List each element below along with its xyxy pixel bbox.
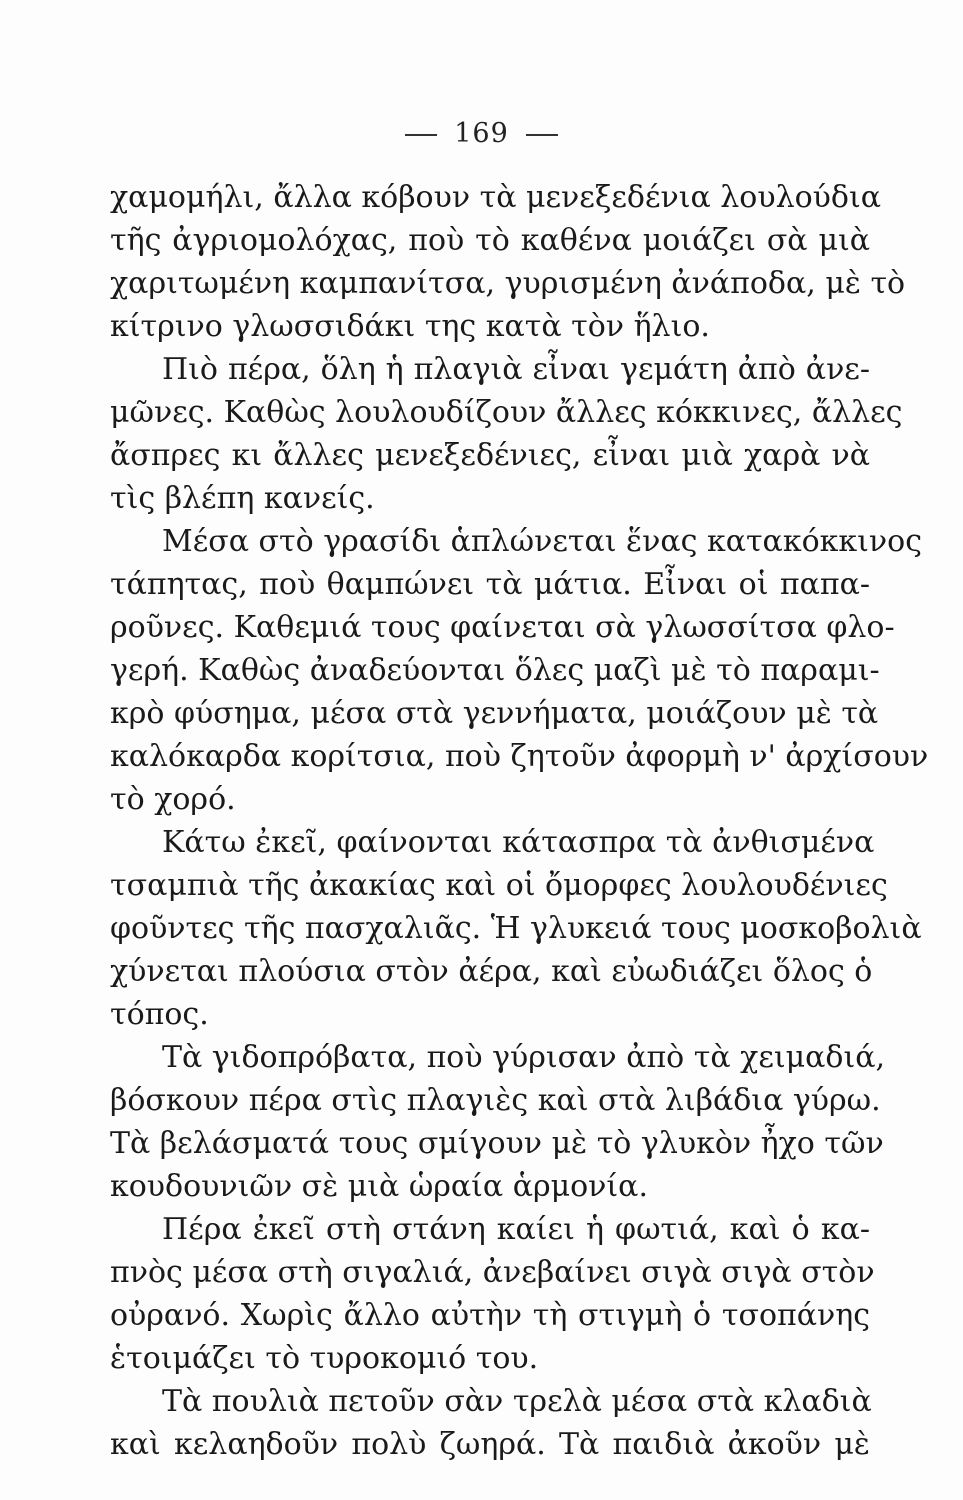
text-line: Μέσα στὸ γρασίδι ἁπλώνεται ἕνας κατακόκκινος <box>162 524 922 559</box>
text-line: κουδουνιῶν σὲ μιὰ ὡραία ἁρμονία. <box>110 1169 648 1204</box>
text-line: Κάτω ἐκεῖ, φαίνονται κάτασπρα τὰ ἀνθισμένα <box>162 825 875 860</box>
text-line: μῶνες. Καθὼς λουλουδίζουν ἄλλες κόκκινες, ἄλλες <box>110 395 903 430</box>
text-line: τὶς βλέπη κανείς. <box>110 481 375 516</box>
page-number-value: 169 <box>454 118 509 149</box>
text-line: Τὰ βελάσματά τους σμίγουν μὲ τὸ γλυκὸν ἦχο τῶν <box>110 1126 884 1161</box>
text-line: Πέρα ἐκεῖ στὴ στάνη καίει ἡ φωτιά, καὶ ὁ κα- <box>162 1212 870 1247</box>
text-line: τῆς ἀγριομολόχας, ποὺ τὸ καθένα μοιάζει σὰ μιὰ <box>110 223 870 258</box>
text-line: κρὸ φύσημα, μέσα στὰ γεννήματα, μοιάζουν μὲ τὰ <box>110 696 879 731</box>
text-line: καλόκαρδα κορίτσια, ποὺ ζητοῦν ἀφορμὴ ν' ἀρχίσουν <box>110 739 929 774</box>
text-line: φοῦντες τῆς πασχαλιᾶς. Ἡ γλυκειά τους μοσκοβολιὰ <box>110 911 922 946</box>
text-line: καὶ κελαηδοῦν πολὺ ζωηρά. Τὰ παιδιὰ ἀκοῦν μὲ <box>110 1427 870 1462</box>
text-line: βόσκουν πέρα στὶς πλαγιὲς καὶ στὰ λιβάδια γύρω. <box>110 1083 881 1118</box>
text-line: ἄσπρες κι ἄλλες μενεξεδένιες, εἶναι μιὰ χαρὰ νὰ <box>110 438 870 473</box>
page-number-dash-right <box>526 134 558 136</box>
text-line: πνὸς μέσα στὴ σιγαλιά, ἀνεβαίνει σιγὰ σιγὰ στὸν <box>110 1255 875 1290</box>
text-line: χύνεται πλούσια στὸν ἀέρα, καὶ εὐωδιάζει ὅλος ὁ <box>110 954 873 989</box>
text-line: γερή. Καθὼς ἀναδεύονται ὅλες μαζὶ μὲ τὸ παραμι- <box>110 653 880 688</box>
text-line: χαριτωμένη καμπανίτσα, γυρισμένη ἀνάποδα, μὲ τὸ <box>110 266 906 301</box>
text-line: τὸ χορό. <box>110 782 236 817</box>
text-line: τόπος. <box>110 997 209 1032</box>
text-line: Τὰ γιδοπρόβατα, ποὺ γύρισαν ἀπὸ τὰ χειμαδιά, <box>162 1040 886 1075</box>
text-line: ἑτοιμάζει τὸ τυροκομιό του. <box>110 1341 539 1376</box>
body-text <box>110 176 929 1466</box>
text-line: Τὰ πουλιὰ πετοῦν σὰν τρελὰ μέσα στὰ κλαδιὰ <box>162 1384 872 1419</box>
text-line: τσαμπιὰ τῆς ἀκακίας καὶ οἱ ὄμορφες λουλουδένιες <box>110 868 888 903</box>
text-line: οὐρανό. Χωρὶς ἄλλο αὐτὴν τὴ στιγμὴ ὁ τσοπάνης <box>110 1298 870 1333</box>
text-line: χαμομήλι, ἄλλα κόβουν τὰ μενεξεδένια λουλούδια <box>110 180 882 215</box>
text-line: Πιὸ πέρα, ὅλη ἡ πλαγιὰ εἶναι γεμάτη ἀπὸ ἀνε- <box>162 352 870 387</box>
text-line: κίτρινο γλωσσιδάκι της κατὰ τὸν ἥλιο. <box>110 309 710 344</box>
page-number <box>0 118 963 149</box>
text-line: τάπητας, ποὺ θαμπώνει τὰ μάτια. Εἶναι οἱ παπα- <box>110 567 870 602</box>
text-line: ροῦνες. Καθεμιά τους φαίνεται σὰ γλωσσίτσα φλο- <box>110 610 895 645</box>
page-number-dash-left <box>405 134 437 136</box>
